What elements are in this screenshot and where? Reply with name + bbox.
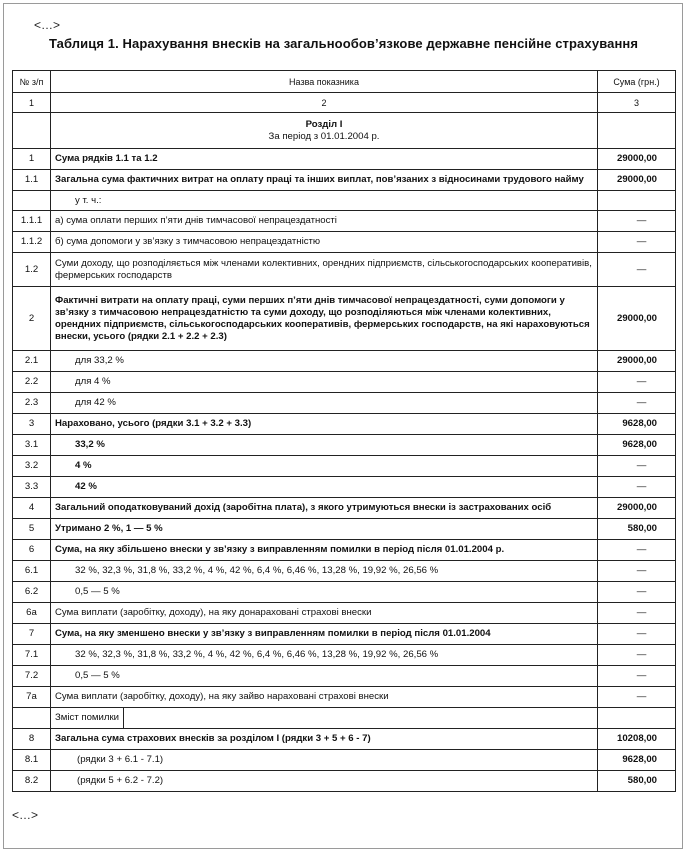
- table-row: [13, 232, 676, 253]
- row-label: 32 %, 32,3 %, 31,8 %, 33,2 %, 4 %, 42 %, 6,4 %, 6,46 %, 13,28 %, 19,92 %, 26,56 %: [51, 561, 598, 582]
- row-value: 29000,00: [598, 498, 676, 519]
- col-number-3: 3: [598, 93, 676, 113]
- row-number: 3.1: [13, 435, 51, 456]
- row-number: 1.2: [13, 253, 51, 287]
- row-label: 32 %, 32,3 %, 31,8 %, 33,2 %, 4 %, 42 %, 6,4 %, 6,46 %, 13,28 %, 19,92 %, 26,56 %: [51, 645, 598, 666]
- table-row: [13, 211, 676, 232]
- row-number: 2: [13, 287, 51, 351]
- row-number: 6.1: [13, 561, 51, 582]
- row-value: 9628,00: [598, 750, 676, 771]
- row-label: 0,5 — 5 %: [51, 582, 598, 603]
- row-number: 1.1: [13, 170, 51, 191]
- table-row: [13, 393, 676, 414]
- table-row: [13, 191, 676, 211]
- table-row: [13, 477, 676, 498]
- row-number: 5: [13, 519, 51, 540]
- table-row: [13, 603, 676, 624]
- col-number-1: 1: [13, 93, 51, 113]
- table-row: [13, 624, 676, 645]
- table-row: [13, 351, 676, 372]
- table-row: [13, 666, 676, 687]
- row-number: 7: [13, 624, 51, 645]
- row-label: Нараховано, усього (рядки 3.1 + 3.2 + 3.3): [51, 414, 598, 435]
- row-number: 3.3: [13, 477, 51, 498]
- row-value: —: [598, 393, 676, 414]
- row-label: Загальний оподатковуваний дохід (заробітна плата), з якого утримуються внески із застрахованих осіб: [51, 498, 598, 519]
- row-number: 2.3: [13, 393, 51, 414]
- row-value: —: [598, 456, 676, 477]
- section-period: За період з 01.01.2004 р.: [268, 130, 380, 142]
- row-value: —: [598, 624, 676, 645]
- row-label: Суми доходу, що розподіляється між членами колективних, орендних підприємств, сільськогосподарських кооперативів, фермерських господарств: [51, 253, 598, 287]
- row-number: 6: [13, 540, 51, 561]
- row-label: 33,2 %: [51, 435, 598, 456]
- row-number: 1.1.2: [13, 232, 51, 253]
- row-value: —: [598, 645, 676, 666]
- row-number: [13, 191, 51, 211]
- row-value: —: [598, 687, 676, 708]
- row-value: 10208,00: [598, 729, 676, 750]
- row-label: Сума, на яку збільшено внески у зв’язку з виправленням помилки в період після 01.01.2004 р.: [51, 540, 598, 561]
- row-label: Сума виплати (заробітку, доходу), на яку зайво нараховані страхові внески: [51, 687, 598, 708]
- row-value: 29000,00: [598, 351, 676, 372]
- row-label: (рядки 3 + 6.1 - 7.1): [51, 750, 598, 771]
- row-label: Фактичні витрати на оплату праці, суми перших п’яти днів тимчасової непрацездатності, суми допомоги у зв’язку з тимчасовою непрацездатністю та суми доходу, що розподіляються між членами колективних, орендних підприємств, сільськогосподарських кооперативів, фермерських господарств, на які нараховуються внески, усього (рядки 2.1 + 2.2 + 2.3): [51, 287, 598, 351]
- row-number: 8.1: [13, 750, 51, 771]
- table-row: [13, 414, 676, 435]
- row-value: —: [598, 582, 676, 603]
- row-number: 3: [13, 414, 51, 435]
- row-value: —: [598, 211, 676, 232]
- row-number: 8: [13, 729, 51, 750]
- table-row: [13, 253, 676, 287]
- row-value: —: [598, 561, 676, 582]
- table-row: [13, 582, 676, 603]
- row-number: 2.1: [13, 351, 51, 372]
- row-number: 7.2: [13, 666, 51, 687]
- table-title: Таблиця 1. Нарахування внесків на загальнообов’язкове державне пенсійне страхування: [48, 36, 639, 51]
- row-value: —: [598, 540, 676, 561]
- table-row: [13, 287, 676, 351]
- row-number: [13, 708, 51, 729]
- row-value: —: [598, 603, 676, 624]
- row-label: а) сума оплати перших п’яти днів тимчасової непрацездатності: [51, 211, 598, 232]
- row-label: Загальна сума страхових внесків за розділом І (рядки 3 + 5 + 6 - 7): [51, 729, 598, 750]
- row-number: 3.2: [13, 456, 51, 477]
- row-value: 29000,00: [598, 149, 676, 170]
- row-value: [598, 708, 676, 729]
- header-row: [13, 71, 676, 93]
- header-sum: Сума (грн.): [598, 71, 676, 93]
- row-label: для 4 %: [51, 372, 598, 393]
- row-label: Сума рядків 1.1 та 1.2: [51, 149, 598, 170]
- row-number: 2.2: [13, 372, 51, 393]
- row-label: 42 %: [51, 477, 598, 498]
- row-value: 29000,00: [598, 287, 676, 351]
- row-value: —: [598, 232, 676, 253]
- section-title: Розділ І: [305, 118, 343, 130]
- table-row: [13, 687, 676, 708]
- row-value: —: [598, 372, 676, 393]
- row-value: 580,00: [598, 519, 676, 540]
- header-num: № з/п: [13, 71, 51, 93]
- row-value: —: [598, 477, 676, 498]
- row-value: [598, 191, 676, 211]
- table-row: [13, 771, 676, 792]
- row-number: 1.1.1: [13, 211, 51, 232]
- row-number: 7а: [13, 687, 51, 708]
- row-number: 6а: [13, 603, 51, 624]
- ellipsis-top: <…>: [34, 18, 61, 32]
- row-label: б) сума допомоги у зв’язку з тимчасовою непрацездатністю: [51, 232, 598, 253]
- row-label: Сума, на яку зменшено внески у зв’язку з виправленням помилки в період після 01.01.2004: [51, 624, 598, 645]
- header-name: Назва показника: [51, 71, 598, 93]
- row-label: для 33,2 %: [51, 351, 598, 372]
- column-number-row: [13, 93, 676, 113]
- row-value: —: [598, 666, 676, 687]
- table-row: [13, 750, 676, 771]
- table-row: [13, 372, 676, 393]
- row-label: 4 %: [51, 456, 598, 477]
- row-label: (рядки 5 + 6.2 - 7.2): [51, 771, 598, 792]
- table-row: [13, 519, 676, 540]
- row-number: 7.1: [13, 645, 51, 666]
- error-content-label: Зміст помилки: [51, 708, 124, 728]
- row-value: 29000,00: [598, 170, 676, 191]
- row-value: 580,00: [598, 771, 676, 792]
- table-row: [13, 456, 676, 477]
- row-label: для 42 %: [51, 393, 598, 414]
- row-label: Загальна сума фактичних витрат на оплату праці та інших виплат, пов’язаних з відносинами трудового найму: [51, 170, 598, 191]
- row-number: 1: [13, 149, 51, 170]
- row-label: у т. ч.:: [51, 191, 598, 211]
- table-row: [13, 435, 676, 456]
- row-label: 0,5 — 5 %: [51, 666, 598, 687]
- table-row: [13, 170, 676, 191]
- table-row: [13, 540, 676, 561]
- row-label: Сума виплати (заробітку, доходу), на яку донараховані страхові внески: [51, 603, 598, 624]
- contributions-table: [12, 70, 676, 792]
- row-value: 9628,00: [598, 435, 676, 456]
- table-row: [13, 729, 676, 750]
- row-number: 4: [13, 498, 51, 519]
- section-row: [13, 113, 676, 149]
- table-row: [13, 149, 676, 170]
- table-row: [13, 498, 676, 519]
- col-number-2: 2: [51, 93, 598, 113]
- ellipsis-bottom: <…>: [12, 808, 39, 822]
- row-label: Утримано 2 %, 1 — 5 %: [51, 519, 598, 540]
- table-row: [13, 708, 676, 729]
- row-value: 9628,00: [598, 414, 676, 435]
- row-value: —: [598, 253, 676, 287]
- table-row: [13, 561, 676, 582]
- table-row: [13, 645, 676, 666]
- row-number: 8.2: [13, 771, 51, 792]
- row-number: 6.2: [13, 582, 51, 603]
